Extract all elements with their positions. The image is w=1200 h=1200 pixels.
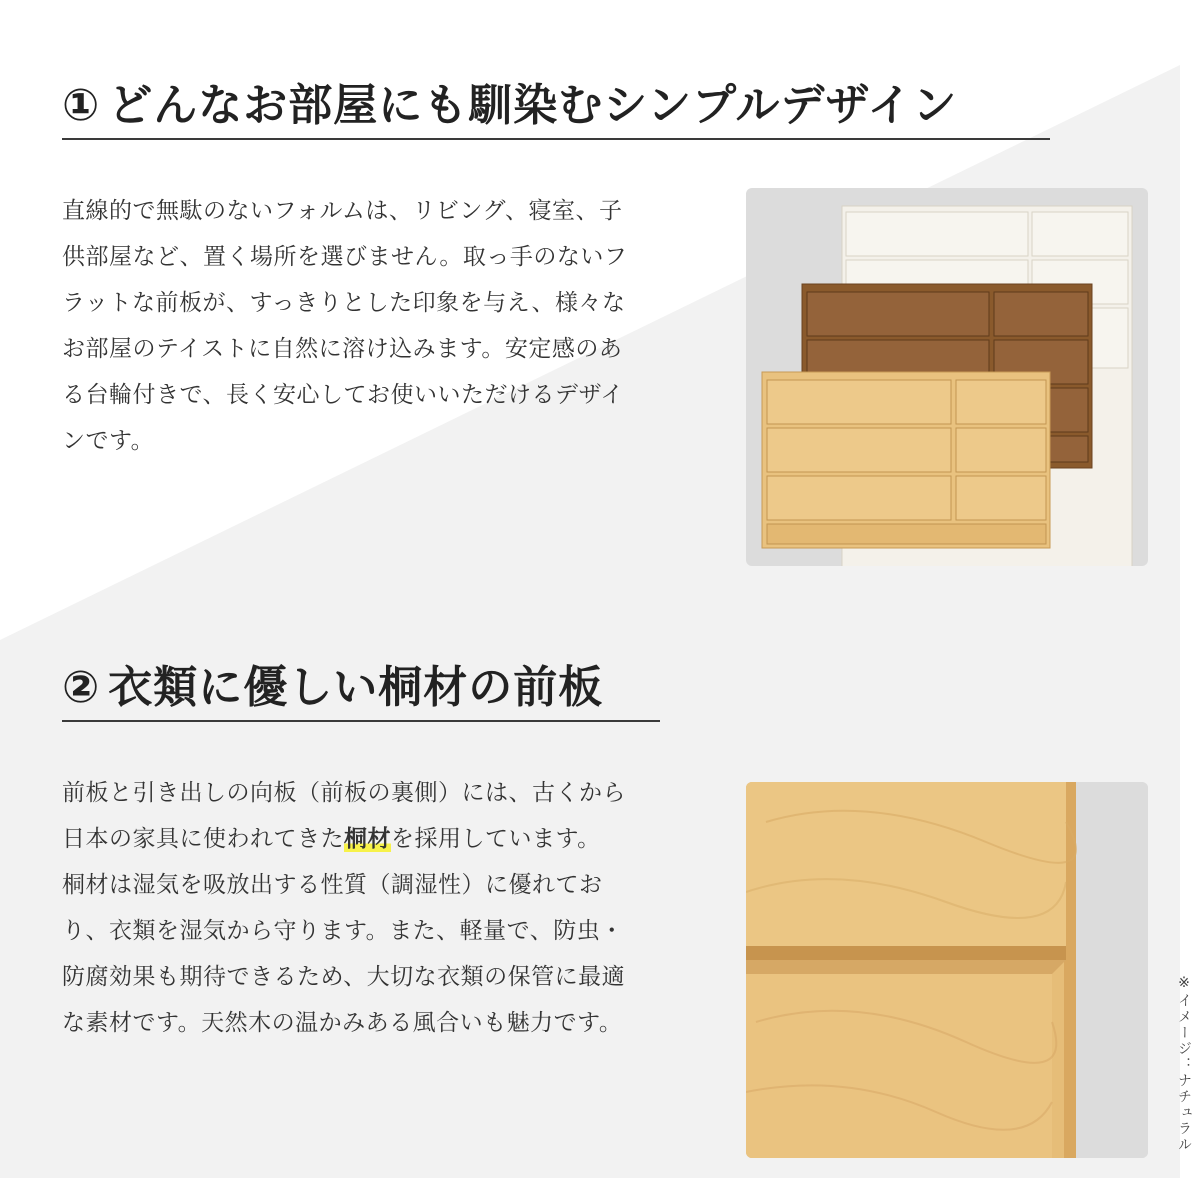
wood-closeup-drawing [746, 782, 1148, 1158]
section2-line: 防腐効果も期待できるため、大切な衣類の保管に最適 [62, 964, 626, 990]
section1-heading [62, 80, 957, 133]
section2-body [62, 770, 702, 1046]
section2-line [62, 816, 702, 862]
section2-line-text: 日本の家具に使われてきた [62, 826, 344, 852]
section1-line: 供部屋など、置く場所を選びません。取っ手のないフ [62, 244, 628, 270]
image-note: ※イメージ：ナチュラル [1176, 975, 1192, 1153]
section2-heading [62, 662, 603, 715]
section1-body [62, 188, 702, 464]
section2-line: り、衣類を湿気から守ります。また、軽量で、防虫・ [62, 918, 624, 944]
section2-line: 桐材は湿気を吸放出する性質（調湿性）に優れてお [62, 872, 603, 898]
section1-underline [62, 138, 1050, 140]
section1-line: る台輪付きで、長く安心してお使いいただけるデザイ [62, 382, 624, 408]
highlighted-term: 桐材 [344, 826, 391, 852]
chest-colors-photo [746, 188, 1148, 566]
section2-line: な素材です。天然木の温かみある風合いも魅力です。 [62, 1010, 623, 1036]
section2-underline [62, 720, 660, 722]
section1-line: 直線的で無駄のないフォルムは、リビング、寝室、子 [62, 198, 623, 224]
section1-line: お部屋のテイストに自然に溶け込みます。安定感のあ [62, 336, 623, 362]
chest-drawings [746, 188, 1148, 566]
section1-line: ンです。 [62, 428, 155, 454]
section1-number: ① [62, 80, 101, 131]
paulownia-closeup-photo [746, 782, 1148, 1158]
section1-line: ラットな前板が、すっきりとした印象を与え、様々な [62, 290, 626, 316]
section2-number: ② [62, 662, 101, 713]
section1-title: どんなお部屋にも馴染むシンプルデザイン [108, 80, 958, 131]
section2-title: 衣類に優しい桐材の前板 [108, 662, 604, 713]
section2-line: 前板と引き出しの向板（前板の裏側）には、古くから [62, 780, 626, 806]
section2-line-text: を採用しています。 [391, 826, 601, 852]
